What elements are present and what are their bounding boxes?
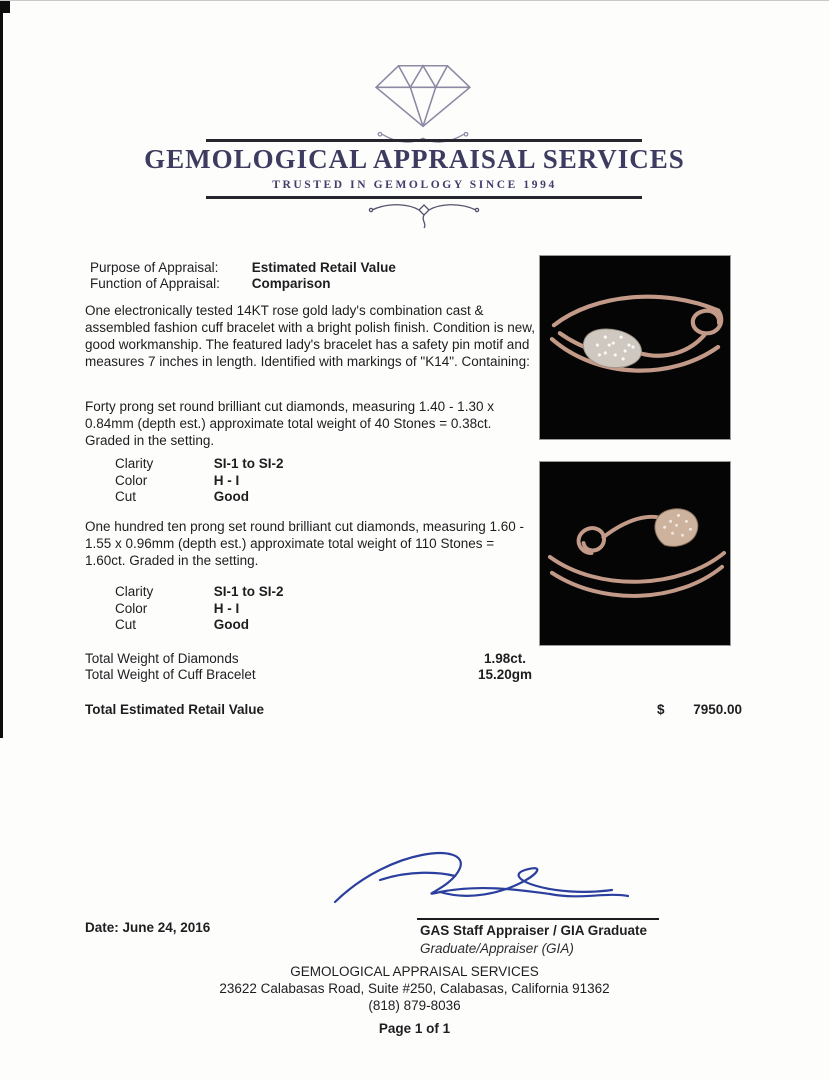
bracelet-illustration-1 [540,256,730,439]
scan-edge-top [0,0,829,1]
cut-label: Cut [115,489,137,504]
bracelet-photo-bottom [539,461,731,646]
cut-label: Cut [115,617,137,632]
footer-address: 23622 Calabasas Road, Suite #250, Calabasas, California 91362 [219,981,610,996]
appraiser-subtitle: Graduate/Appraiser (GIA) [420,941,574,956]
grading-table-2 [115,584,284,634]
function-row [90,276,331,291]
diamond-group2-description: One hundred ten prong set round brilliant cut diamonds, measuring 1.60 - 1.55 x 0.96mm (depth est.) approximate total weight of 110 Stones = 1.60ct. Graded in the setting. [85,519,525,568]
cut-value: Good [213,489,250,504]
total-bracelet-weight-value: 15.20gm [477,667,533,682]
color-row [115,601,284,618]
appraiser-signature [320,840,650,920]
color-label: Color [115,600,148,616]
retail-currency-symbol: $ [657,702,665,717]
company-tagline: TRUSTED IN GEMOLOGY SINCE 1994 [272,179,557,191]
company-title: GEMOLOGICAL APPRAISAL SERVICES [144,144,685,174]
bracelet-illustration-2 [540,462,730,645]
cut-value: Good [213,617,250,632]
signature-line [417,918,659,920]
diamond-group1-description: Forty prong set round brilliant cut diamonds, measuring 1.40 - 1.30 x 0.84mm (depth est.) approximate total weight of 40 Stones = 0.38ct. Graded in the setting. [85,399,494,448]
header-rule-bottom [206,196,642,199]
retail-value-label: Total Estimated Retail Value [85,702,265,717]
footer-company-name: GEMOLOGICAL APPRAISAL SERVICES [290,964,539,979]
cut-row [115,489,284,506]
clarity-label: Clarity [115,456,154,471]
color-label: Color [115,472,148,488]
clarity-value: SI-1 to SI-2 [213,584,284,599]
purpose-label: Purpose of Appraisal: [90,260,219,275]
total-bracelet-weight-label: Total Weight of Cuff Bracelet [85,667,256,682]
clarity-value: SI-1 to SI-2 [213,456,284,471]
footer-phone: (818) 879-8036 [368,998,461,1013]
bracelet-photo-top [539,255,731,440]
header-rule-top [206,139,642,142]
total-diamond-weight-value: 1.98ct. [483,651,527,666]
color-value: H - I [213,472,240,488]
clarity-row [115,456,284,473]
total-diamond-weight-label: Total Weight of Diamonds [85,651,239,666]
function-value: Comparison [251,276,331,291]
appraiser-title: GAS Staff Appraiser / GIA Graduate [420,923,648,938]
clarity-row [115,584,284,601]
appraisal-date: Date: June 24, 2016 [85,920,211,935]
item-description: One electronically tested 14KT rose gold lady's combination cast & assembled fashion cuff bracelet with a bright polish finish. Condition is new, good workmanship. The featured lady's bracelet has a safety pin motif and measures 7 inches in length. Identified with markings of "K14". Containing: [85,303,536,369]
retail-value-amount: 7950.00 [693,702,742,717]
clarity-label: Clarity [115,584,154,599]
diamond-logo-icon [353,56,493,144]
color-value: H - I [213,600,240,616]
page-number: Page 1 of 1 [378,1021,451,1036]
grading-table-1 [115,456,284,506]
color-row [115,473,284,490]
purpose-row [90,260,396,275]
purpose-value: Estimated Retail Value [251,260,396,275]
scan-edge-corner [0,0,10,13]
header-ornament-icon [364,200,484,230]
function-label: Function of Appraisal: [90,276,220,291]
cut-row [115,617,284,634]
scan-edge-left [0,0,3,738]
